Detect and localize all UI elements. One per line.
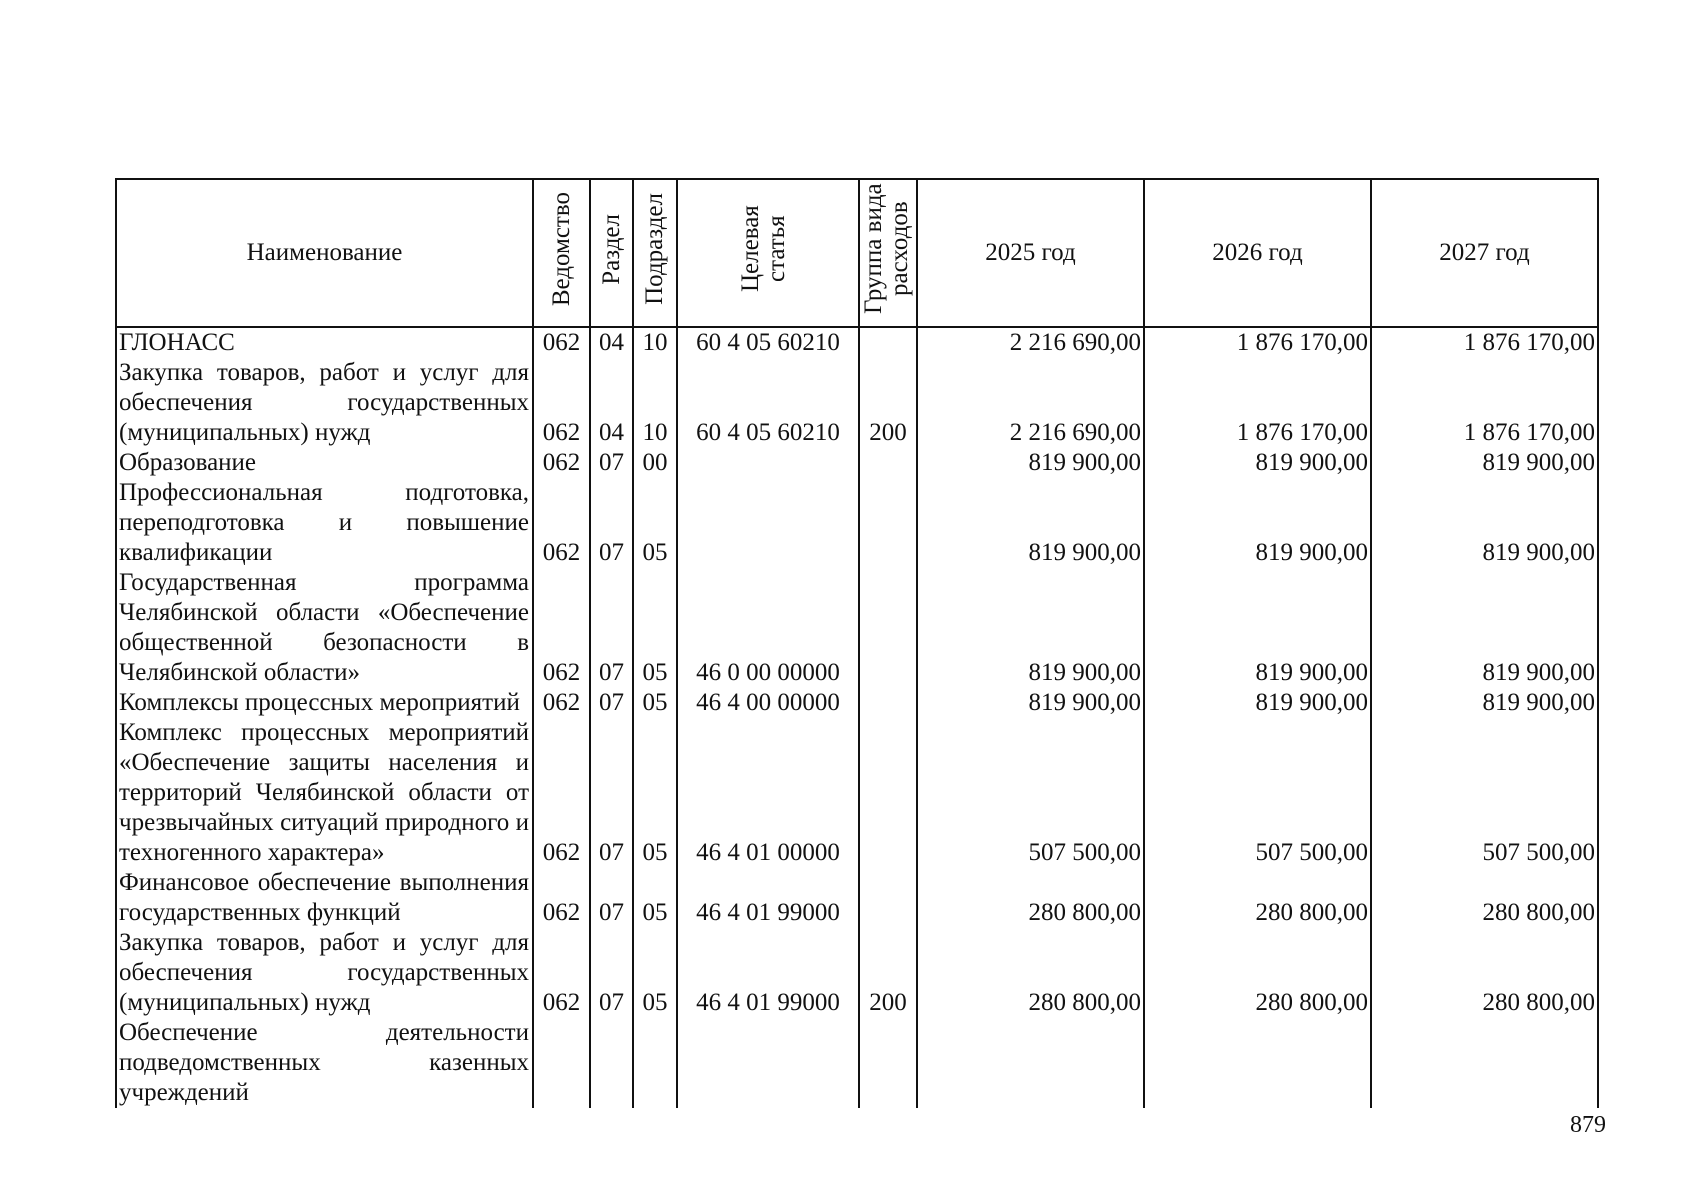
cell-year-2025: 819 900,00 [917, 688, 1144, 718]
header-gruppa-vida-raskhodov: Группа вида расходов [859, 179, 917, 327]
header-year-2026: 2026 год [1144, 179, 1371, 327]
table-row [116, 358, 1598, 448]
header-year-2025: 2025 год [917, 179, 1144, 327]
cell-vedomstvo: 062 [533, 568, 590, 688]
cell-name: Комплекс процессных мероприятий «Обеспечение защиты населения и территорий Челябинской области от чрезвычайных ситуаций природного и техногенного характера» [116, 718, 533, 868]
cell-year-2026: 507 500,00 [1144, 718, 1371, 868]
table-row [116, 688, 1598, 718]
cell-year-2025: 2 216 690,00 [917, 327, 1144, 358]
cell-year-2027: 1 876 170,00 [1371, 358, 1598, 448]
cell-vedomstvo: 062 [533, 718, 590, 868]
cell-gruppa-vida-raskhodov [859, 327, 917, 358]
cell-celevaya-statya: 46 4 01 99000 [677, 928, 859, 1018]
cell-razdel: 04 [590, 327, 633, 358]
cell-podrazdel: 05 [633, 718, 677, 868]
cell-year-2026: 280 800,00 [1144, 928, 1371, 1018]
page-number: 879 [1570, 1112, 1606, 1138]
cell-razdel: 07 [590, 868, 633, 928]
cell-name: ГЛОНАСС [116, 327, 533, 358]
cell-year-2027 [1371, 1018, 1598, 1108]
table-row [116, 868, 1598, 928]
cell-name: Финансовое обеспечение выполнения государственных функций [116, 868, 533, 928]
cell-year-2027: 1 876 170,00 [1371, 327, 1598, 358]
cell-vedomstvo: 062 [533, 928, 590, 1018]
table-row [116, 327, 1598, 358]
budget-table [115, 178, 1599, 1108]
cell-name: Обеспечение деятельности подведомственных казенных учреждений [116, 1018, 533, 1108]
cell-vedomstvo [533, 1018, 590, 1108]
cell-vedomstvo: 062 [533, 327, 590, 358]
cell-vedomstvo: 062 [533, 358, 590, 448]
cell-year-2026 [1144, 1018, 1371, 1108]
table-row [116, 928, 1598, 1018]
cell-razdel: 07 [590, 928, 633, 1018]
cell-podrazdel: 05 [633, 478, 677, 568]
cell-year-2026: 280 800,00 [1144, 868, 1371, 928]
cell-gruppa-vida-raskhodov: 200 [859, 358, 917, 448]
cell-gruppa-vida-raskhodov [859, 718, 917, 868]
table-row [116, 718, 1598, 868]
cell-year-2025: 507 500,00 [917, 718, 1144, 868]
cell-razdel: 07 [590, 478, 633, 568]
cell-gruppa-vida-raskhodov [859, 868, 917, 928]
cell-podrazdel: 05 [633, 568, 677, 688]
header-razdel: Раздел [590, 179, 633, 327]
cell-year-2027: 280 800,00 [1371, 928, 1598, 1018]
cell-year-2026: 1 876 170,00 [1144, 358, 1371, 448]
cell-gruppa-vida-raskhodov [859, 688, 917, 718]
cell-name: Профессиональная подготовка, переподготовка и повышение квалификации [116, 478, 533, 568]
cell-podrazdel: 05 [633, 928, 677, 1018]
header-vedomstvo: Ведомство [533, 179, 590, 327]
cell-name: Государственная программа Челябинской области «Обеспечение общественной безопасности в Челябинской области» [116, 568, 533, 688]
cell-year-2026: 819 900,00 [1144, 448, 1371, 478]
cell-year-2025 [917, 1018, 1144, 1108]
cell-vedomstvo: 062 [533, 868, 590, 928]
cell-celevaya-statya: 46 4 00 00000 [677, 688, 859, 718]
cell-vedomstvo: 062 [533, 478, 590, 568]
cell-year-2025: 819 900,00 [917, 448, 1144, 478]
header-name: Наименование [116, 179, 533, 327]
cell-year-2027: 819 900,00 [1371, 568, 1598, 688]
cell-podrazdel [633, 1018, 677, 1108]
table-header-row [116, 179, 1598, 327]
table-body [116, 327, 1598, 1108]
table-row [116, 568, 1598, 688]
cell-year-2027: 280 800,00 [1371, 868, 1598, 928]
cell-name: Комплексы процессных мероприятий [116, 688, 533, 718]
cell-gruppa-vida-raskhodov [859, 1018, 917, 1108]
cell-year-2026: 819 900,00 [1144, 568, 1371, 688]
cell-razdel: 07 [590, 568, 633, 688]
cell-year-2025: 819 900,00 [917, 478, 1144, 568]
cell-celevaya-statya: 46 4 01 99000 [677, 868, 859, 928]
cell-celevaya-statya [677, 478, 859, 568]
table-row [116, 448, 1598, 478]
cell-year-2025: 280 800,00 [917, 928, 1144, 1018]
cell-year-2027: 819 900,00 [1371, 478, 1598, 568]
cell-podrazdel: 10 [633, 327, 677, 358]
cell-gruppa-vida-raskhodov [859, 478, 917, 568]
cell-gruppa-vida-raskhodov: 200 [859, 928, 917, 1018]
cell-razdel: 04 [590, 358, 633, 448]
header-year-2027: 2027 год [1371, 179, 1598, 327]
cell-name: Образование [116, 448, 533, 478]
cell-year-2026: 819 900,00 [1144, 478, 1371, 568]
cell-year-2027: 819 900,00 [1371, 448, 1598, 478]
cell-name: Закупка товаров, работ и услуг для обеспечения государственных (муниципальных) нужд [116, 928, 533, 1018]
cell-name: Закупка товаров, работ и услуг для обеспечения государственных (муниципальных) нужд [116, 358, 533, 448]
cell-podrazdel: 05 [633, 688, 677, 718]
cell-year-2025: 819 900,00 [917, 568, 1144, 688]
cell-celevaya-statya [677, 448, 859, 478]
cell-year-2027: 819 900,00 [1371, 688, 1598, 718]
cell-razdel: 07 [590, 688, 633, 718]
cell-podrazdel: 00 [633, 448, 677, 478]
cell-podrazdel: 05 [633, 868, 677, 928]
cell-celevaya-statya [677, 1018, 859, 1108]
cell-celevaya-statya: 60 4 05 60210 [677, 327, 859, 358]
cell-gruppa-vida-raskhodov [859, 448, 917, 478]
cell-gruppa-vida-raskhodov [859, 568, 917, 688]
cell-year-2025: 280 800,00 [917, 868, 1144, 928]
cell-year-2025: 2 216 690,00 [917, 358, 1144, 448]
cell-vedomstvo: 062 [533, 688, 590, 718]
cell-podrazdel: 10 [633, 358, 677, 448]
cell-year-2027: 507 500,00 [1371, 718, 1598, 868]
cell-razdel: 07 [590, 718, 633, 868]
cell-razdel: 07 [590, 448, 633, 478]
cell-vedomstvo: 062 [533, 448, 590, 478]
cell-year-2026: 819 900,00 [1144, 688, 1371, 718]
cell-year-2026: 1 876 170,00 [1144, 327, 1371, 358]
header-celevaya-statya: Целевая статья [677, 179, 859, 327]
header-podrazdel: Подраздел [633, 179, 677, 327]
cell-celevaya-statya: 46 4 01 00000 [677, 718, 859, 868]
table-row [116, 1018, 1598, 1108]
cell-celevaya-statya: 46 0 00 00000 [677, 568, 859, 688]
cell-celevaya-statya: 60 4 05 60210 [677, 358, 859, 448]
cell-razdel [590, 1018, 633, 1108]
table-row [116, 478, 1598, 568]
